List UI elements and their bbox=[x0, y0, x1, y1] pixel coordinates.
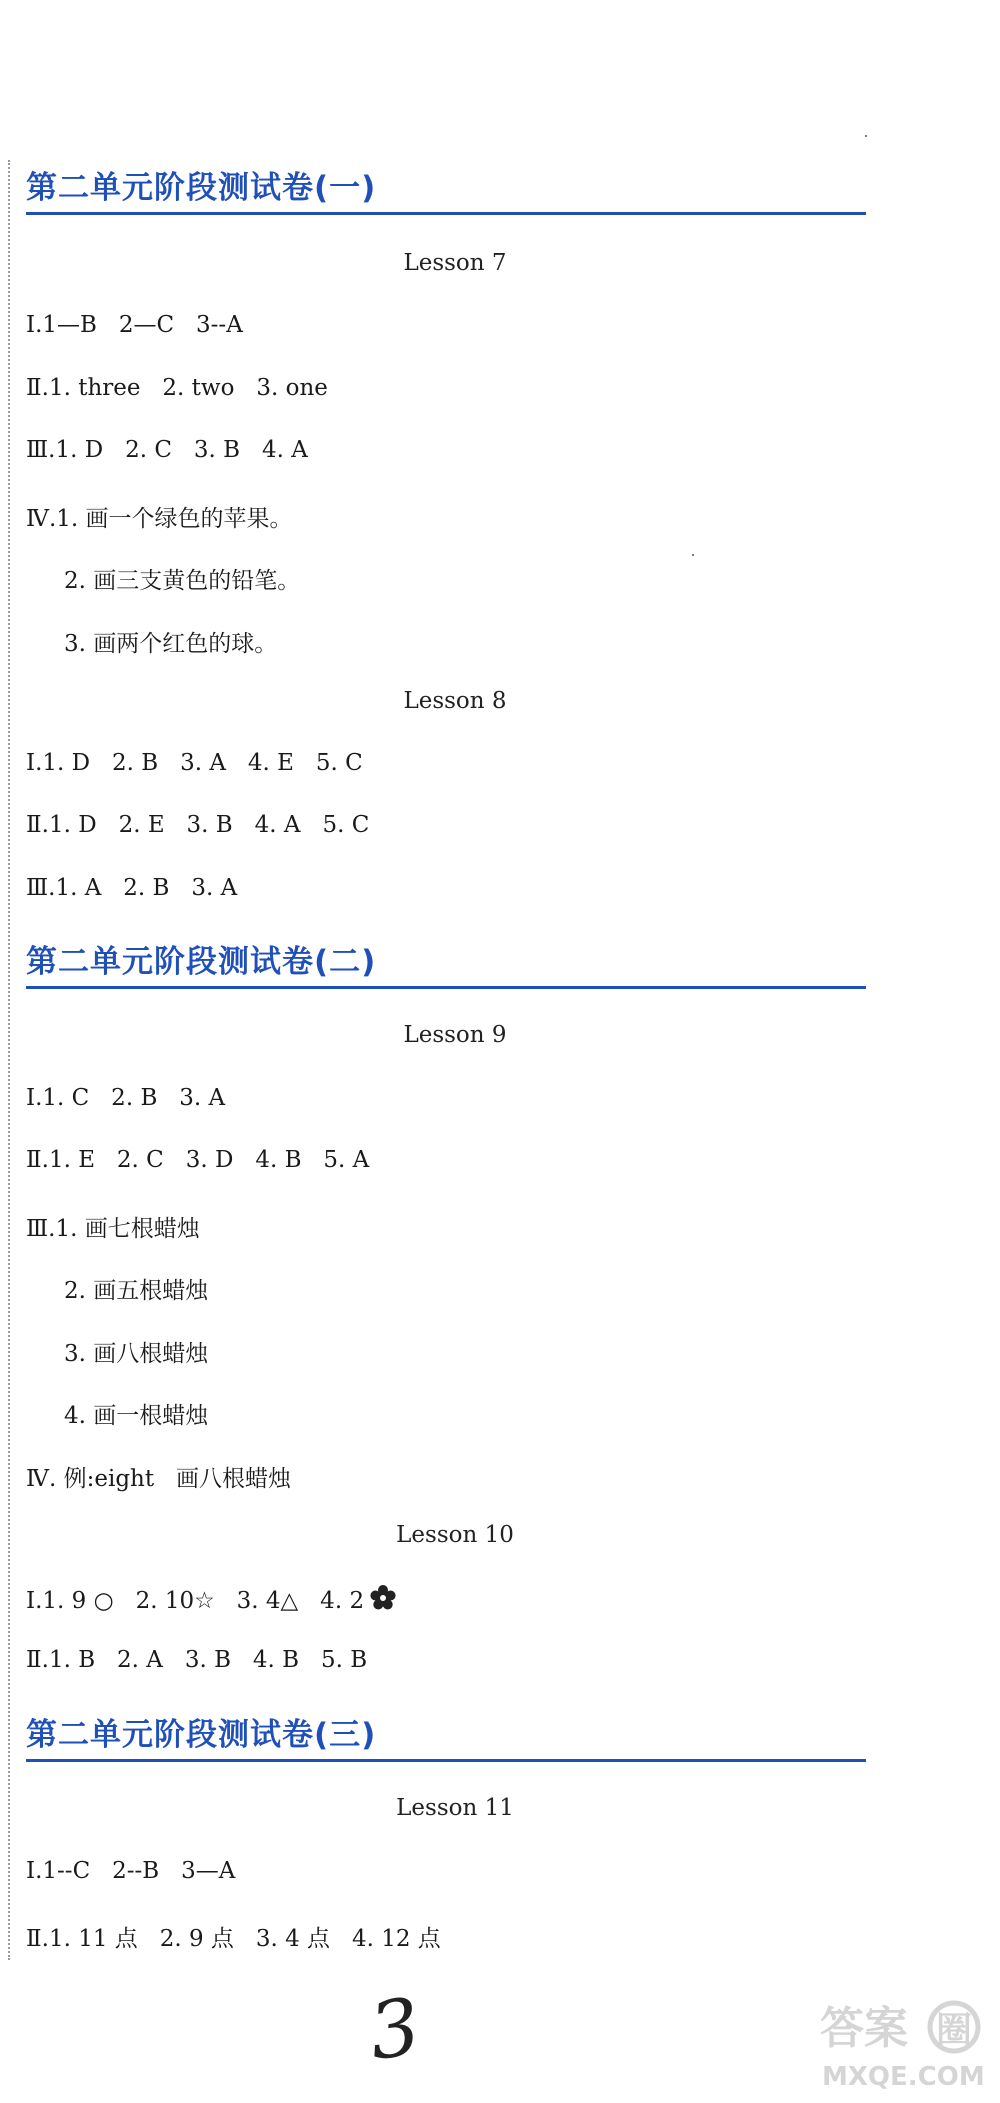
answer-line: Ⅱ.1. D 2. E 3. B 4. A 5. C bbox=[26, 812, 370, 838]
svg-text:圈: 圈 bbox=[936, 2010, 973, 2051]
speck bbox=[865, 135, 867, 137]
svg-text:答案: 答案 bbox=[820, 2003, 908, 2054]
lesson-heading-7: Lesson 7 bbox=[403, 250, 507, 276]
answer-line: Ⅳ.1. 画一个绿色的苹果。 bbox=[26, 506, 293, 532]
binding-margin bbox=[8, 160, 10, 1960]
page-number: 3 bbox=[363, 1981, 426, 2079]
section-title-1: 第二单元阶段测试卷(一) bbox=[26, 168, 866, 215]
speck bbox=[692, 554, 694, 556]
answer-text: Ⅰ.1. 9 ○ 2. 10☆ 3. 4△ 4. 2 bbox=[26, 1588, 365, 1614]
svg-text:MXQE.COM: MXQE.COM bbox=[822, 2062, 985, 2092]
answer-line: Ⅲ.1. 画七根蜡烛 bbox=[26, 1216, 200, 1242]
section-title-3: 第二单元阶段测试卷(三) bbox=[26, 1715, 866, 1762]
answer-line: 3. 画八根蜡烛 bbox=[64, 1341, 209, 1367]
lesson-heading-11: Lesson 11 bbox=[396, 1795, 514, 1821]
answer-line: Ⅰ.1--C 2--B 3—A bbox=[26, 1858, 236, 1884]
answer-line: Ⅱ.1. three 2. two 3. one bbox=[26, 375, 328, 401]
answer-line: Ⅱ.1. E 2. C 3. D 4. B 5. A bbox=[26, 1147, 370, 1173]
answer-line: Ⅱ.1. B 2. A 3. B 4. B 5. B bbox=[26, 1647, 368, 1673]
lesson-heading-8: Lesson 8 bbox=[403, 688, 507, 714]
lesson-heading-9: Lesson 9 bbox=[403, 1022, 507, 1048]
answer-line: Ⅱ.1. 11 点 2. 9 点 3. 4 点 4. 12 点 bbox=[26, 1926, 441, 1952]
answer-line: Ⅰ.1—B 2—C 3--A bbox=[26, 312, 243, 338]
answer-line: 2. 画三支黄色的铅笔。 bbox=[64, 568, 301, 594]
answer-line: 3. 画两个红色的球。 bbox=[64, 631, 278, 657]
answer-line: Ⅲ.1. A 2. B 3. A bbox=[26, 875, 238, 901]
answer-line: 2. 画五根蜡烛 bbox=[64, 1278, 209, 1304]
answer-line: Ⅲ.1. D 2. C 3. B 4. A bbox=[26, 437, 308, 463]
flower-icon bbox=[370, 1585, 396, 1617]
answer-line: Ⅰ.1. C 2. B 3. A bbox=[26, 1085, 226, 1111]
lesson-heading-10: Lesson 10 bbox=[396, 1522, 514, 1548]
answer-line: Ⅳ. 例:eight 画八根蜡烛 bbox=[26, 1466, 292, 1492]
answer-line: Ⅰ.1. D 2. B 3. A 4. E 5. C bbox=[26, 750, 363, 776]
answer-line: 4. 画一根蜡烛 bbox=[64, 1403, 209, 1429]
site-watermark bbox=[818, 1985, 988, 2095]
answer-line-shapes bbox=[26, 1585, 396, 1617]
section-title-2: 第二单元阶段测试卷(二) bbox=[26, 942, 866, 989]
